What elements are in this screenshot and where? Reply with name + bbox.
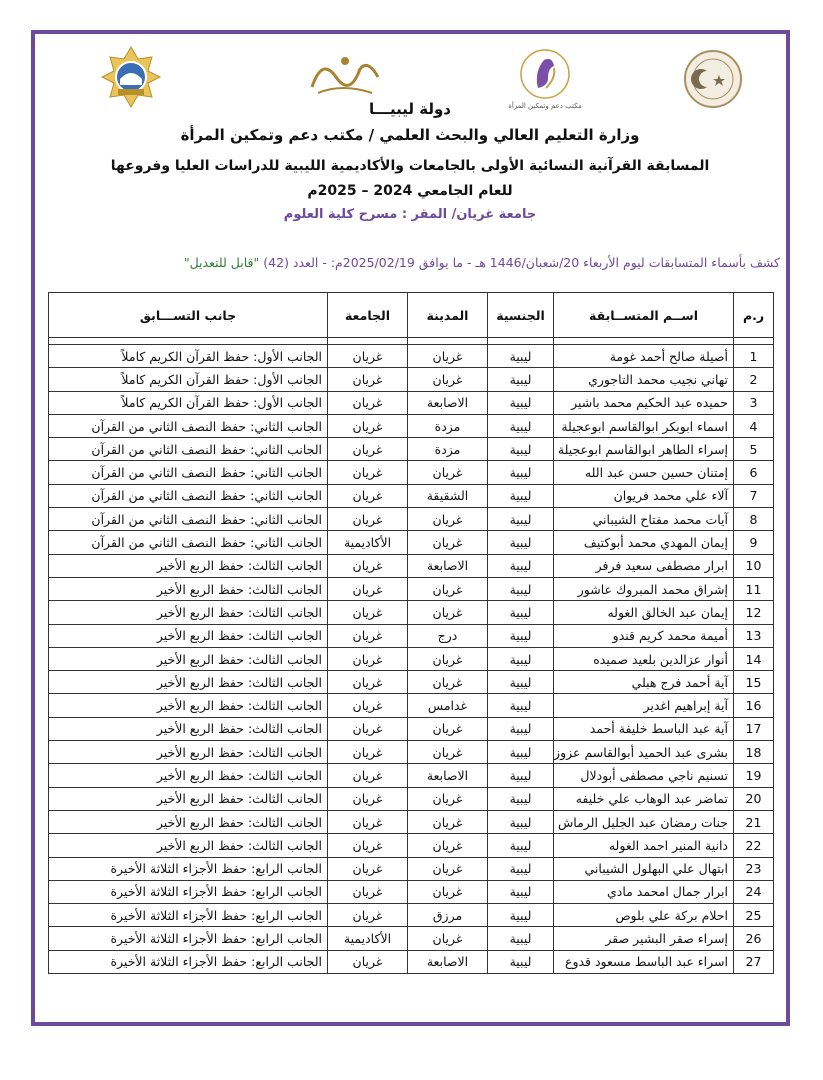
contestant-name: تهاني نجيب محمد التاجوري <box>554 368 734 391</box>
city: غريان <box>408 671 488 694</box>
city: درج <box>408 624 488 647</box>
university: غريان <box>328 577 408 600</box>
statement-line <box>40 255 780 270</box>
nationality: ليبية <box>488 577 554 600</box>
nationality: ليبية <box>488 601 554 624</box>
university: غريان <box>328 880 408 903</box>
competition-aspect: الجانب الثالث: حفظ الربع الأخير <box>49 787 328 810</box>
university: الأكاديمية <box>328 927 408 950</box>
competition-title: المسابقة القرآنية النسائية الأولى بالجامعات والأكاديمية الليبية للدراسات العليا وفروعها <box>110 158 710 174</box>
academic-year: للعام الجامعي 2024 – 2025م <box>307 183 513 199</box>
nationality: ليبية <box>488 414 554 437</box>
row-number: 16 <box>734 694 774 717</box>
nationality: ليبية <box>488 717 554 740</box>
competition-calligraphy-logo <box>300 42 390 108</box>
row-number: 15 <box>734 671 774 694</box>
col-name: اســم المتســابقة <box>554 293 734 338</box>
nationality: ليبية <box>488 741 554 764</box>
table-row <box>49 950 774 973</box>
nationality: ليبية <box>488 461 554 484</box>
table-row <box>49 484 774 507</box>
contestant-name: آلاء علي محمد فريوان <box>554 484 734 507</box>
table-row <box>49 810 774 833</box>
university: غريان <box>328 671 408 694</box>
city: مزدة <box>408 414 488 437</box>
city: غريان <box>408 927 488 950</box>
contestant-name: إشراق محمد المبروك عاشور <box>554 577 734 600</box>
contestant-name: ابرار مصطفى سعيد فرفر <box>554 554 734 577</box>
competition-aspect: الجانب الثالث: حفظ الربع الأخير <box>49 741 328 764</box>
table-row <box>49 531 774 554</box>
statement-text: كشف بأسماء المتسابقات ليوم الأربعاء 20/شعبان/1446 هـ - ما يوافق 2025/02/19م: - العدد (42) <box>263 255 780 270</box>
nationality: ليبية <box>488 834 554 857</box>
table-spacer <box>49 338 774 345</box>
nationality: ليبية <box>488 508 554 531</box>
city: غريان <box>408 717 488 740</box>
table-row <box>49 345 774 368</box>
contestant-name: إمتنان حسين حسن عبد الله <box>554 461 734 484</box>
competition-aspect: الجانب الرابع: حفظ الأجزاء الثلاثة الأخيرة <box>49 927 328 950</box>
contestant-name: أنوار عزالدين بلعيد صميده <box>554 647 734 670</box>
contestant-name: احلام بركة علي بلوص <box>554 904 734 927</box>
nationality: ليبية <box>488 694 554 717</box>
university: غريان <box>328 904 408 927</box>
table-row <box>49 927 774 950</box>
table-row <box>49 391 774 414</box>
city: مرزق <box>408 904 488 927</box>
university: الأكاديمية <box>328 531 408 554</box>
row-number: 25 <box>734 904 774 927</box>
city: غريان <box>408 345 488 368</box>
table-row <box>49 647 774 670</box>
table-row <box>49 880 774 903</box>
nationality: ليبية <box>488 927 554 950</box>
contestant-name: ابتهال علي البهلول الشيباني <box>554 857 734 880</box>
row-number: 5 <box>734 438 774 461</box>
contestant-name: بشرى عبد الحميد أبوالقاسم عزوز <box>554 741 734 764</box>
contestant-name: إيمان عبد الخالق الغوله <box>554 601 734 624</box>
competition-aspect: الجانب الثالث: حفظ الربع الأخير <box>49 577 328 600</box>
competition-aspect: الجانب الثالث: حفظ الربع الأخير <box>49 671 328 694</box>
nationality: ليبية <box>488 647 554 670</box>
col-university: الجامعة <box>328 293 408 338</box>
row-number: 26 <box>734 927 774 950</box>
row-number: 4 <box>734 414 774 437</box>
row-number: 20 <box>734 787 774 810</box>
university: غريان <box>328 508 408 531</box>
university: غريان <box>328 647 408 670</box>
contestant-name: آيات محمد مفتاح الشيباني <box>554 508 734 531</box>
row-number: 10 <box>734 554 774 577</box>
row-number: 21 <box>734 810 774 833</box>
table-row <box>49 764 774 787</box>
table-row <box>49 694 774 717</box>
city: غريان <box>408 834 488 857</box>
city: الشقيقة <box>408 484 488 507</box>
row-number: 9 <box>734 531 774 554</box>
university: غريان <box>328 624 408 647</box>
table-header-row <box>49 293 774 338</box>
row-number: 23 <box>734 857 774 880</box>
row-number: 6 <box>734 461 774 484</box>
university: غريان <box>328 857 408 880</box>
contestant-name: إسراء صقر البشير صقر <box>554 927 734 950</box>
table-row <box>49 717 774 740</box>
col-number: ر.م <box>734 293 774 338</box>
competition-aspect: الجانب الثالث: حفظ الربع الأخير <box>49 717 328 740</box>
competition-aspect: الجانب الثالث: حفظ الربع الأخير <box>49 554 328 577</box>
contestant-name: اسراء عبد الباسط مسعود قدوع <box>554 950 734 973</box>
spacer-cell <box>408 338 488 345</box>
nationality: ليبية <box>488 857 554 880</box>
competition-aspect: الجانب الثالث: حفظ الربع الأخير <box>49 834 328 857</box>
table-row <box>49 461 774 484</box>
nationality: ليبية <box>488 787 554 810</box>
contestant-name: حميده عبد الحكيم محمد باشير <box>554 391 734 414</box>
competition-aspect: الجانب الرابع: حفظ الأجزاء الثلاثة الأخيرة <box>49 857 328 880</box>
table-row <box>49 857 774 880</box>
university: غريان <box>328 368 408 391</box>
spacer-cell <box>554 338 734 345</box>
city: غريان <box>408 368 488 391</box>
city: غريان <box>408 508 488 531</box>
competition-aspect: الجانب الثاني: حفظ النصف الثاني من القرآن <box>49 508 328 531</box>
city: غدامس <box>408 694 488 717</box>
row-number: 2 <box>734 368 774 391</box>
nationality: ليبية <box>488 764 554 787</box>
row-number: 8 <box>734 508 774 531</box>
spacer-cell <box>49 338 328 345</box>
competition-aspect: الجانب الثالث: حفظ الربع الأخير <box>49 624 328 647</box>
row-number: 14 <box>734 647 774 670</box>
city: غريان <box>408 531 488 554</box>
table-row <box>49 438 774 461</box>
competition-aspect: الجانب الرابع: حفظ الأجزاء الثلاثة الأخيرة <box>49 904 328 927</box>
nationality: ليبية <box>488 554 554 577</box>
spacer-cell <box>734 338 774 345</box>
city: الاصابعة <box>408 764 488 787</box>
table-row <box>49 671 774 694</box>
row-number: 7 <box>734 484 774 507</box>
university: غريان <box>328 391 408 414</box>
contestant-name: آية أحمد فرج هبلي <box>554 671 734 694</box>
university: غريان <box>328 717 408 740</box>
table-row <box>49 414 774 437</box>
table-row <box>49 787 774 810</box>
row-number: 27 <box>734 950 774 973</box>
university: غريان <box>328 810 408 833</box>
row-number: 24 <box>734 880 774 903</box>
row-number: 12 <box>734 601 774 624</box>
nationality: ليبية <box>488 484 554 507</box>
table-row <box>49 508 774 531</box>
nationality: ليبية <box>488 810 554 833</box>
competition-aspect: الجانب الثاني: حفظ النصف الثاني من القرآن <box>49 461 328 484</box>
competition-aspect: الجانب الأول: حفظ القرآن الكريم كاملاً <box>49 368 328 391</box>
university: غريان <box>328 834 408 857</box>
contestant-name: تماضر عبد الوهاب علي خليفه <box>554 787 734 810</box>
spacer-cell <box>488 338 554 345</box>
row-number: 19 <box>734 764 774 787</box>
contestant-name: آية إبراهيم اغدير <box>554 694 734 717</box>
university: غريان <box>328 554 408 577</box>
nationality: ليبية <box>488 345 554 368</box>
competition-aspect: الجانب الثاني: حفظ النصف الثاني من القرآن <box>49 531 328 554</box>
country-title: دولة ليبيـــا <box>369 100 451 118</box>
table-row <box>49 601 774 624</box>
city: غريان <box>408 577 488 600</box>
contestant-name: آية عبد الباسط خليفة أحمد <box>554 717 734 740</box>
contestant-name: دانية المنير احمد الغوله <box>554 834 734 857</box>
university: غريان <box>328 950 408 973</box>
table-row <box>49 624 774 647</box>
city: غريان <box>408 857 488 880</box>
university: غريان <box>328 345 408 368</box>
col-nationality: الجنسية <box>488 293 554 338</box>
row-number: 13 <box>734 624 774 647</box>
row-number: 11 <box>734 577 774 600</box>
logo-caption: مكتب دعم وتمكين المرأة <box>508 102 582 110</box>
nationality: ليبية <box>488 531 554 554</box>
col-city: المدينة <box>408 293 488 338</box>
university: غريان <box>328 438 408 461</box>
city: غريان <box>408 461 488 484</box>
competition-aspect: الجانب الثالث: حفظ الربع الأخير <box>49 810 328 833</box>
table-row <box>49 577 774 600</box>
contestant-name: إسراء الطاهر ابوالقاسم ابوعجيلة <box>554 438 734 461</box>
city: الاصابعة <box>408 554 488 577</box>
row-number: 18 <box>734 741 774 764</box>
city: غريان <box>408 880 488 903</box>
university: غريان <box>328 764 408 787</box>
city: الاصابعة <box>408 391 488 414</box>
competition-aspect: الجانب الأول: حفظ القرآن الكريم كاملاً <box>49 345 328 368</box>
competition-aspect: الجانب الثالث: حفظ الربع الأخير <box>49 647 328 670</box>
venue: جامعة غريان/ المقر : مسرح كلية العلوم <box>283 207 537 222</box>
city: غريان <box>408 741 488 764</box>
col-aspect: جانب التســـابق <box>49 293 328 338</box>
competition-aspect: الجانب الثاني: حفظ النصف الثاني من القرآن <box>49 484 328 507</box>
table-row <box>49 741 774 764</box>
competition-aspect: الجانب الثاني: حفظ النصف الثاني من القرآن <box>49 438 328 461</box>
competition-aspect: الجانب الثالث: حفظ الربع الأخير <box>49 694 328 717</box>
nationality: ليبية <box>488 624 554 647</box>
contestant-name: ابرار جمال امحمد مادي <box>554 880 734 903</box>
contestant-name: إيمان المهدي محمد أبوكتيف <box>554 531 734 554</box>
competition-aspect: الجانب الأول: حفظ القرآن الكريم كاملاً <box>49 391 328 414</box>
nationality: ليبية <box>488 438 554 461</box>
city: غريان <box>408 647 488 670</box>
contestant-name: تسنيم ناجي مصطفى أبودلال <box>554 764 734 787</box>
table-row <box>49 368 774 391</box>
contestant-name: أصيلة صالح أحمد غومة <box>554 345 734 368</box>
contestant-name: أميمة محمد كريم قندو <box>554 624 734 647</box>
nationality: ليبية <box>488 904 554 927</box>
university: غريان <box>328 787 408 810</box>
nationality: ليبية <box>488 368 554 391</box>
city: غريان <box>408 787 488 810</box>
nationality: ليبية <box>488 880 554 903</box>
contestants-table <box>48 292 774 974</box>
contestant-name: جنات رمضان عبد الجليل الرماش <box>554 810 734 833</box>
city: غريان <box>408 810 488 833</box>
ministry-title: وزارة التعليم العالي والبحث العلمي / مكتب دعم وتمكين المرأة <box>180 126 640 144</box>
row-number: 17 <box>734 717 774 740</box>
university: غريان <box>328 484 408 507</box>
row-number: 1 <box>734 345 774 368</box>
editable-note: "قابل للتعديل" <box>183 255 260 270</box>
university: غريان <box>328 461 408 484</box>
table-row <box>49 554 774 577</box>
nationality: ليبية <box>488 391 554 414</box>
competition-aspect: الجانب الرابع: حفظ الأجزاء الثلاثة الأخيرة <box>49 950 328 973</box>
competition-aspect: الجانب الرابع: حفظ الأجزاء الثلاثة الأخيرة <box>49 880 328 903</box>
nationality: ليبية <box>488 950 554 973</box>
city: الاصابعة <box>408 950 488 973</box>
row-number: 22 <box>734 834 774 857</box>
nationality: ليبية <box>488 671 554 694</box>
competition-aspect: الجانب الثالث: حفظ الربع الأخير <box>49 764 328 787</box>
row-number: 3 <box>734 391 774 414</box>
city: غريان <box>408 601 488 624</box>
university: غريان <box>328 601 408 624</box>
spacer-cell <box>328 338 408 345</box>
table-row <box>49 904 774 927</box>
contestant-name: اسماء ابوبكر ابوالقاسم ابوعجيلة <box>554 414 734 437</box>
university: غريان <box>328 694 408 717</box>
competition-aspect: الجانب الثاني: حفظ النصف الثاني من القرآن <box>49 414 328 437</box>
university: غريان <box>328 414 408 437</box>
city: مزدة <box>408 438 488 461</box>
competition-aspect: الجانب الثالث: حفظ الربع الأخير <box>49 601 328 624</box>
table-row <box>49 834 774 857</box>
university: غريان <box>328 741 408 764</box>
